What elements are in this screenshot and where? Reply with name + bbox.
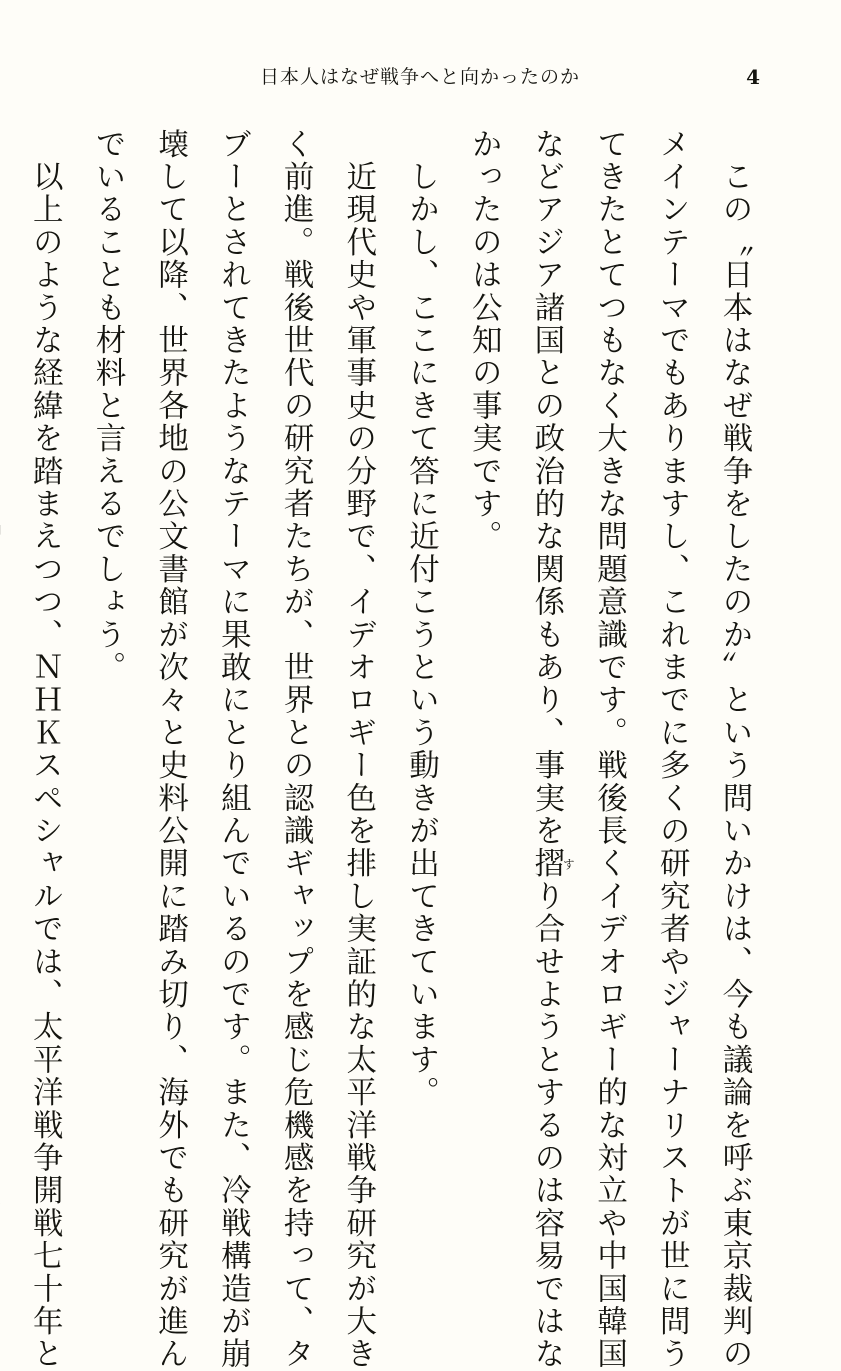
ruby-base: 摺	[528, 847, 564, 881]
text-segment: などアジア諸国との政治的な関係もあり、事実を	[528, 128, 564, 848]
text-line: でいることも材料と言えるでしょう。	[89, 128, 125, 684]
text-line: かったのは公知の事実です。	[466, 128, 502, 554]
text-line: 壊して以降、世界各地の公文書館が次々と史料公開に踏み切り、海外でも研究が進ん	[152, 128, 188, 1371]
text-line: しかし、ここにきて答に近付こうという動きが出てきています。	[403, 128, 439, 1109]
text-line	[0, 128, 13, 1138]
text-line: メインテーマでもありますし、これまでに多くの研究者やジャーナリストが世に問う	[654, 128, 690, 1371]
text-segment: り合せようとするのは容易ではな	[528, 880, 564, 1371]
text-line: 以上のような経緯を踏まえつつ、ＮＨＫスペシャルでは、太平洋戦争開戦七十年と	[27, 128, 63, 1371]
page-number: 4	[746, 65, 760, 89]
ruby-reading: す	[561, 847, 576, 881]
text-line: 近現代史や軍事史の分野で、イデオロギー色を排し実証的な太平洋戦争研究が大き	[340, 128, 376, 1371]
text-line: ブーとされてきたようなテーマに果敢にとり組んでいるのです。また、冷戦構造が崩	[215, 128, 251, 1371]
body-text	[27, 128, 765, 1371]
ruby-annotation	[528, 847, 576, 881]
text-line-with-ruby	[514, 128, 577, 1371]
text-line: てきたとてつもなく大きな問題意識です。戦後長くイデオロギー的な対立や中国韓国	[591, 128, 627, 1371]
running-title: 日本人はなぜ戦争へと向かったのか	[260, 66, 581, 88]
text-line: く前進。戦後世代の研究者たちが、世界との認識ギャップを感じ危機感を持って、タ	[278, 128, 314, 1371]
page-header	[260, 62, 760, 92]
text-line: この〝日本はなぜ戦争をしたのか〟という問いかけは、今も議論を呼ぶ東京裁判の	[717, 128, 752, 1371]
